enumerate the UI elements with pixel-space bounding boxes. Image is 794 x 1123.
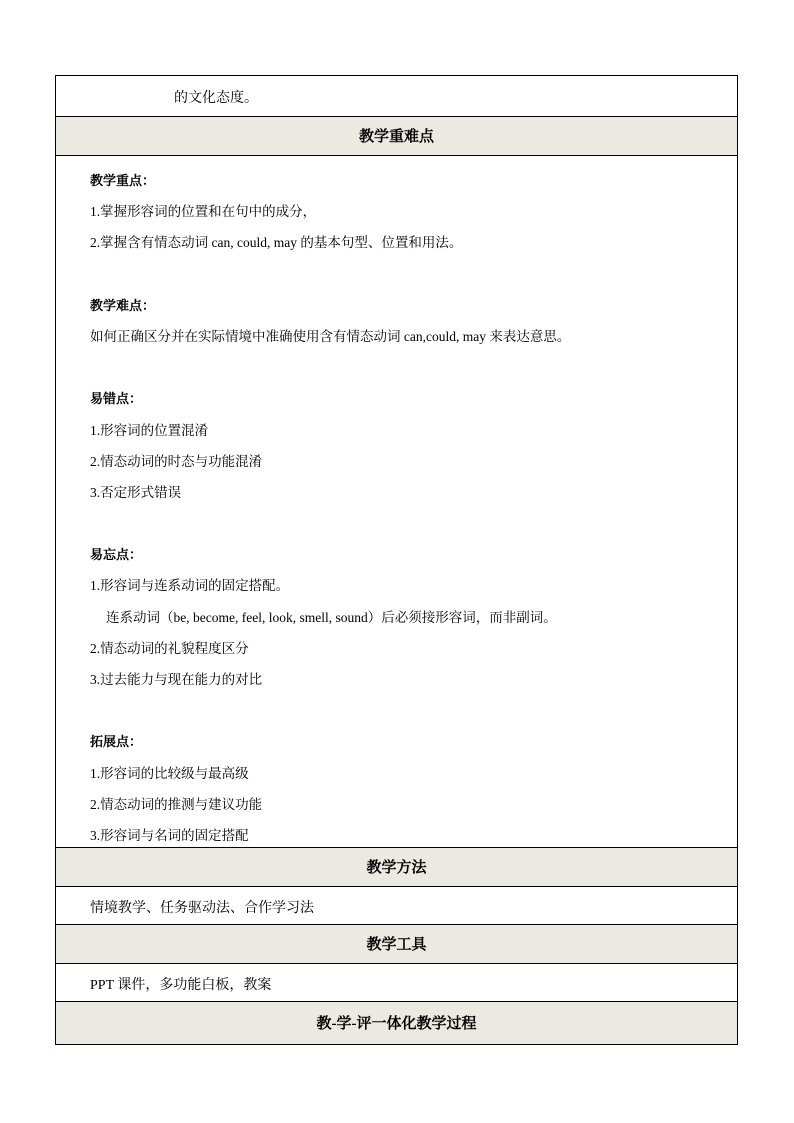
section-header-key-points: 教学重难点 [56, 117, 737, 156]
error-point-item: 2.情态动词的时态与功能混淆 [90, 453, 263, 469]
section-header-methods: 教学方法 [56, 848, 737, 887]
tools-text: PPT 课件，多功能白板，教案 [56, 964, 737, 1002]
difficult-points-title: 教学难点： [90, 297, 156, 313]
difficult-points-text: 如何正确区分并在实际情境中准确使用含有情态动词 can,could, may 来表达意思。 [90, 328, 571, 344]
intro-line: 的文化态度。 [56, 76, 737, 117]
extension-points-title: 拓展点： [90, 734, 143, 750]
extension-point-item: 3.形容词与名词的固定搭配 [90, 827, 249, 843]
forget-point-item: 3.过去能力与现在能力的对比 [90, 672, 263, 687]
key-points-title: 教学重点： [90, 173, 156, 188]
extension-point-item: 1.形容词的比较级与最高级 [90, 765, 249, 781]
key-point-item: 2.掌握含有情态动词 can, could, may 的基本句型、位置和用法。 [90, 235, 463, 251]
forget-point-note: 连系动词（be, become, feel, look, smell, sound）后必须接形容词，而非副词。 [106, 609, 557, 625]
error-point-item: 1.形容词的位置混淆 [90, 422, 209, 438]
extension-point-item: 2.情态动词的推测与建议功能 [90, 796, 263, 812]
forget-points-title: 易忘点： [90, 547, 143, 563]
section-header-tools: 教学工具 [56, 925, 737, 964]
forget-point-item: 2.情态动词的礼貌程度区分 [90, 640, 249, 656]
error-point-item: 3.否定形式错误 [90, 484, 182, 500]
forget-point-item: 1.形容词与连系动词的固定搭配。 [90, 578, 290, 594]
key-points-content [56, 156, 737, 848]
methods-text: 情境教学、任务驱动法、合作学习法 [56, 887, 737, 925]
lesson-plan-table [55, 75, 738, 1045]
key-point-item: 1.掌握形容词的位置和在句中的成分， [90, 204, 317, 220]
section-header-process: 教-学-评一体化教学过程 [56, 1002, 737, 1044]
error-points-title: 易错点： [90, 391, 143, 407]
